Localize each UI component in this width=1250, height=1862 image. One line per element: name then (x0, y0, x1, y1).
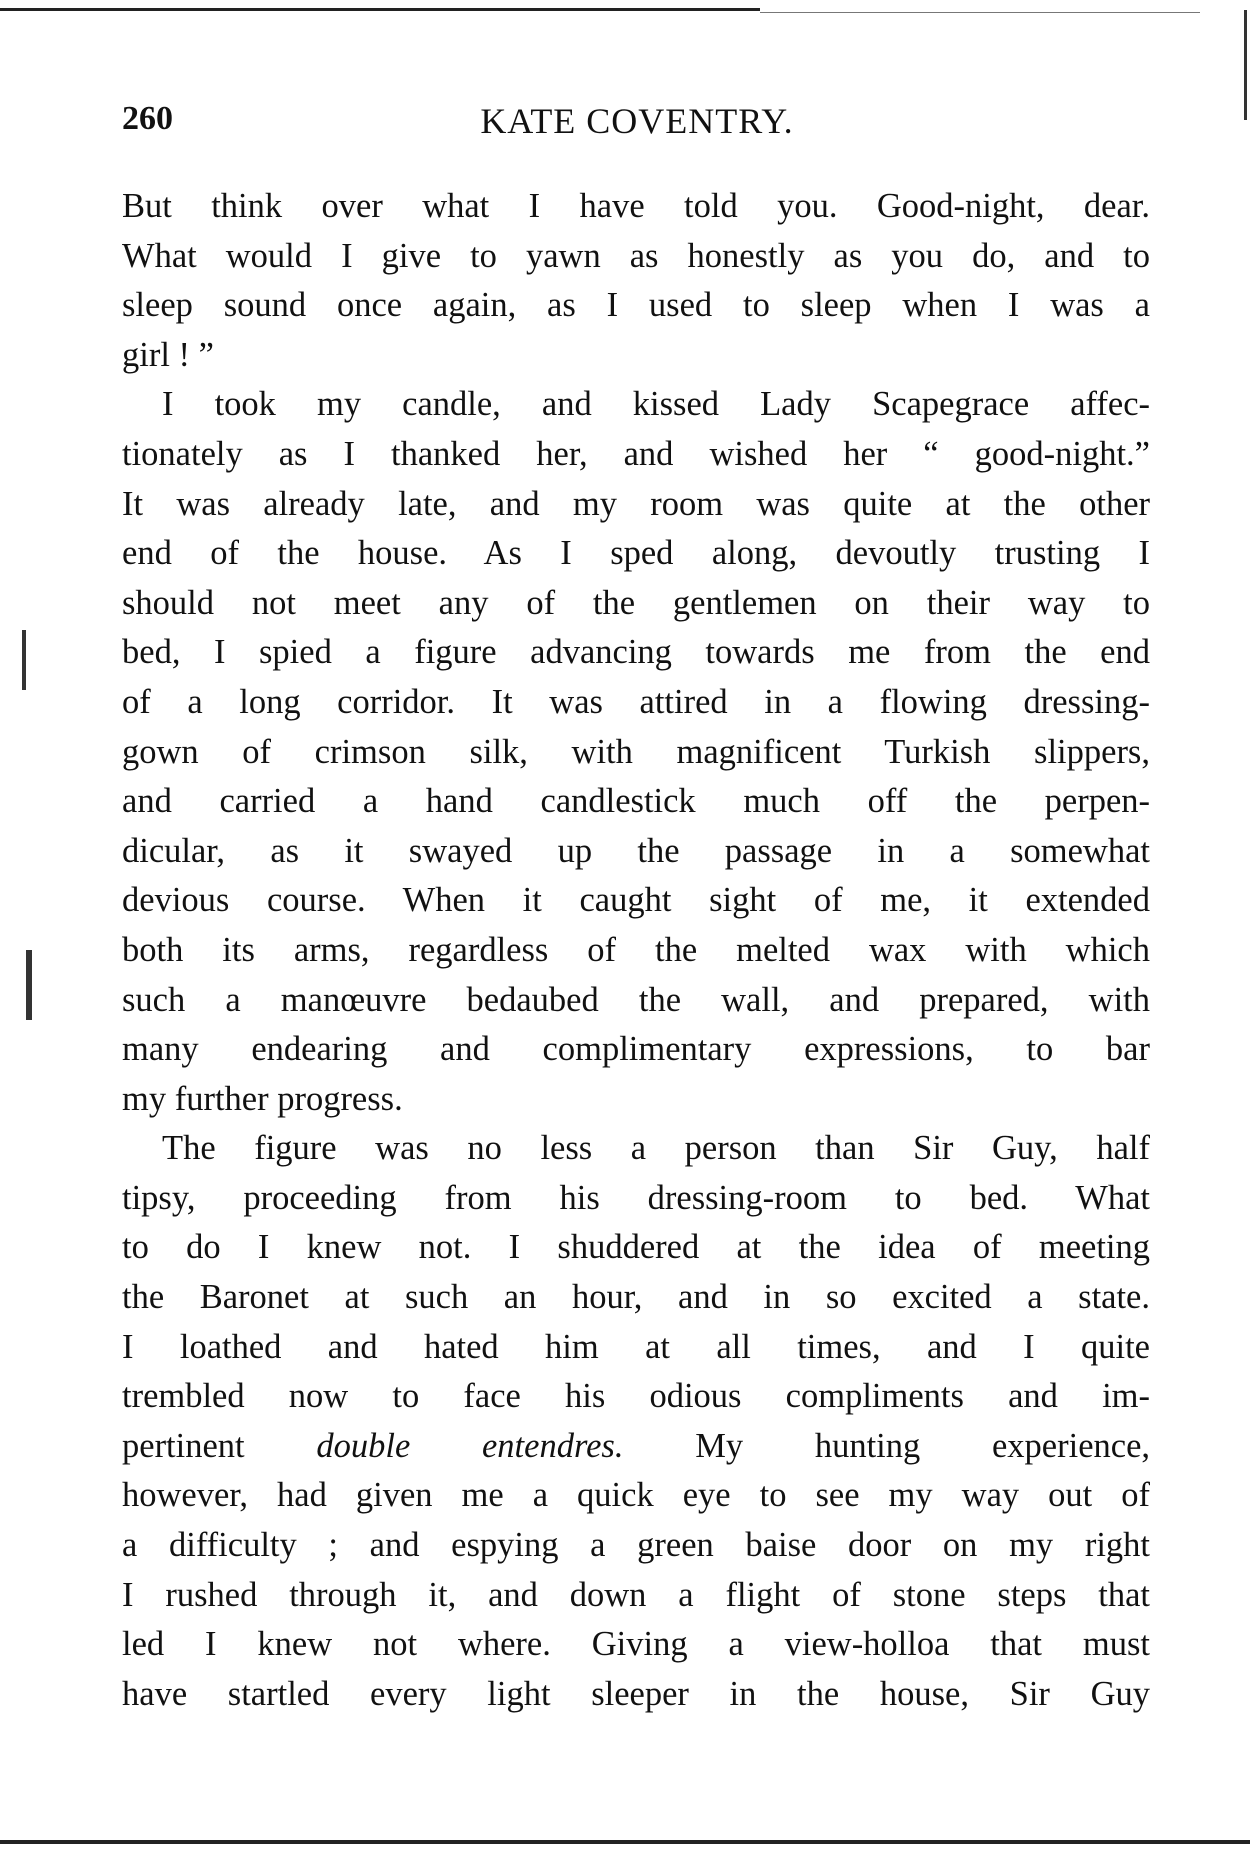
text-line: tipsy, proceeding from his dressing-room to bed. What (122, 1178, 1150, 1217)
text-line: many endearing and complimentary expressions, to bar (122, 1030, 1150, 1069)
body-text (122, 182, 1150, 1719)
scan-smudge (26, 950, 32, 1020)
text-line: led I knew not where. Giving a view-holloa that must (122, 1625, 1150, 1664)
text-line: both its arms, regardless of the melted wax with which (122, 930, 1150, 969)
text-line: sleep sound once again, as I used to sleep when I was a (122, 286, 1150, 325)
scan-smudge (22, 630, 26, 690)
text-line: such a manœuvre bedaubed the wall, and prepared, with (122, 980, 1150, 1019)
text-line: the Baronet at such an hour, and in so excited a state. (122, 1278, 1150, 1317)
page-number: 260 (122, 100, 173, 137)
top-border-rule-faint (760, 12, 1200, 13)
text-line: What would I give to yawn as honestly as you do, and to (122, 236, 1150, 275)
text-line: a difficulty ; and espying a green baise door on my right (122, 1526, 1150, 1565)
text-line: however, had given me a quick eye to see my way out of (122, 1476, 1150, 1515)
text-line: to do I knew not. I shuddered at the idea of meeting (122, 1228, 1150, 1267)
top-border-rule (0, 8, 760, 11)
text-line: bed, I spied a figure advancing towards me from the end (122, 633, 1150, 672)
page-header (122, 100, 1152, 150)
text-line: I loathed and hated him at all times, and I quite (122, 1327, 1150, 1366)
running-title: KATE COVENTRY. (480, 101, 794, 141)
text-span: My hunting experience, (623, 1426, 1151, 1465)
text-line: should not meet any of the gentlemen on their way to (122, 583, 1150, 622)
bottom-border-rule (0, 1840, 1250, 1844)
text-line: trembled now to face his odious compliments and im- (122, 1377, 1150, 1416)
text-line: But think over what I have told you. Good-night, dear. (122, 187, 1150, 225)
text-line: tionately as I thanked her, and wished her “ good-night.” (122, 434, 1150, 473)
italic-phrase: double entendres. (316, 1426, 624, 1465)
text-line: my further progress. (122, 1079, 403, 1118)
text-line (122, 1422, 1150, 1472)
text-line: devious course. When it caught sight of me, it extended (122, 881, 1150, 920)
right-edge-mark (1244, 10, 1247, 120)
text-line: girl ! ” (122, 335, 214, 374)
text-span: pertinent (122, 1426, 317, 1465)
text-line: have startled every light sleeper in the house, Sir Guy (122, 1674, 1150, 1713)
text-line: The figure was no less a person than Sir Guy, half (162, 1129, 1150, 1168)
text-line: end of the house. As I sped along, devoutly trusting I (122, 534, 1150, 573)
text-line: It was already late, and my room was quite at the other (122, 484, 1150, 523)
text-line: gown of crimson silk, with magnificent Turkish slippers, (122, 732, 1150, 771)
text-line: and carried a hand candlestick much off the perpen- (122, 782, 1150, 821)
text-line: I took my candle, and kissed Lady Scapegrace affec- (162, 385, 1150, 424)
text-line: dicular, as it swayed up the passage in a somewhat (122, 831, 1150, 870)
text-line: I rushed through it, and down a flight of stone steps that (122, 1575, 1150, 1614)
text-line: of a long corridor. It was attired in a flowing dressing- (122, 682, 1150, 721)
